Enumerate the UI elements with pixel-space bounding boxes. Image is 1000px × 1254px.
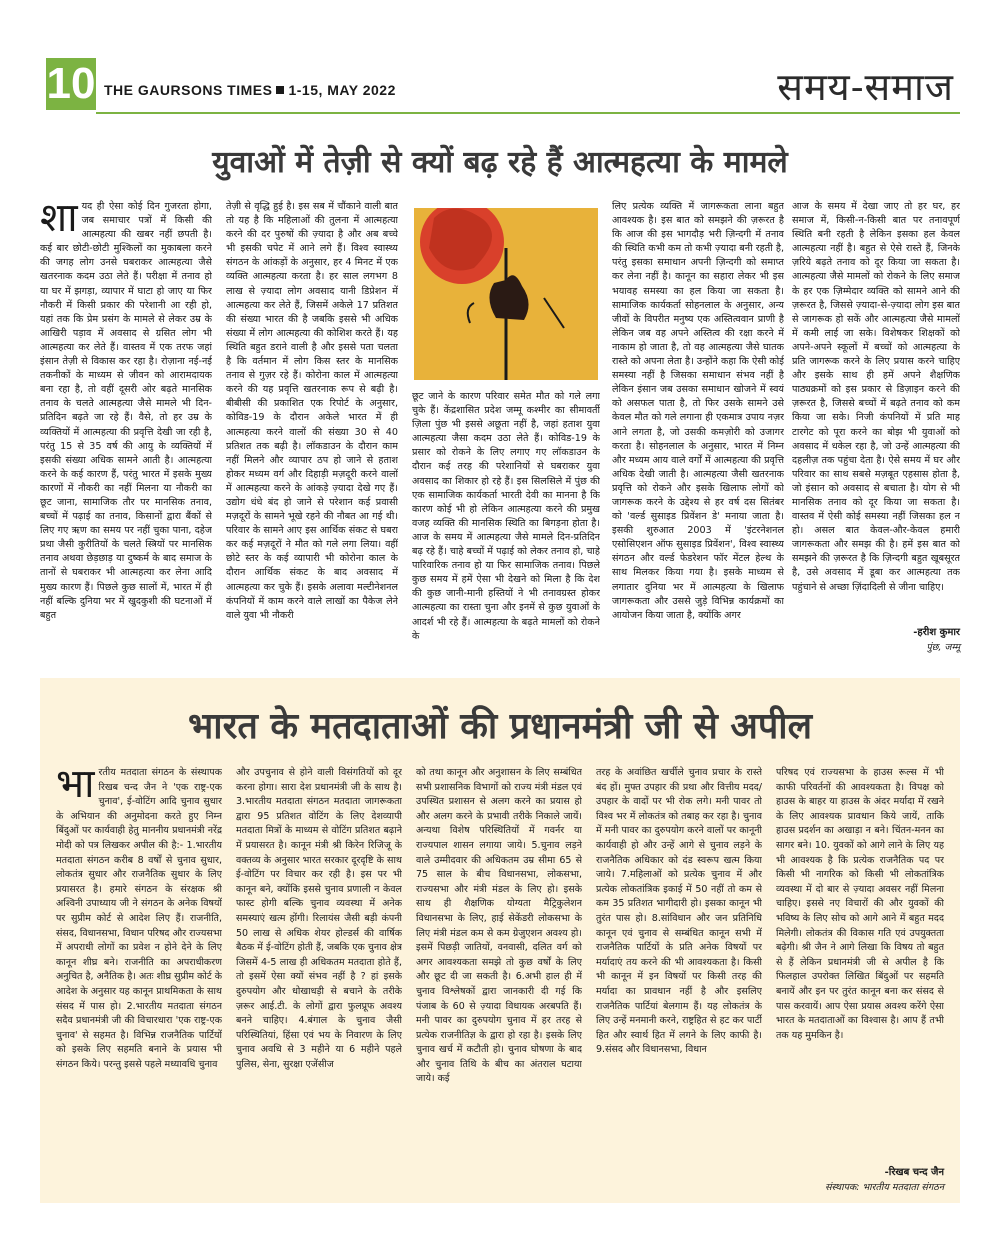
author-location: पुंछ, जम्मू (926, 642, 960, 653)
section-title: समय-समाज (777, 65, 954, 109)
article-body-text: छूट जाने के कारण परिवार समेत मौत को गले लगा चुके हैं। केंद्रशासित प्रदेश जम्मू कश्मीर का सीमावर्ती ज़िला पुंछ भी इससे अछूता नहीं है, जहां हताश युवा आत्महत्या जैसा कदम उठा लेते हैं। कोविड-19 के प्रसार को रोकने के लिए लगाए गए लॉकडाउन के दौरान कई तरह की परेशानियों से घबराकर युवा अवसाद का शिकार हो रहे हैं। इस सिलसिले में पुंछ की एक सामाजिक कार्यकर्ता भारती देवी का मानना है कि कारण कोई भी हो लेकिन आत्महत्या करने की प्रमुख वजह व्यक्ति की मानसिक स्थिति का बिगड़ना होता है। आज के समय में आत्महत्या जैसे मामले दिन-प्रतिदिन बढ़ रहे हैं। चाहे बच्चों में पढ़ाई को लेकर तनाव हो, चाहे पारिवारिक तनाव हो या फिर सामाजिक तनाव। पिछले कुछ समय में हमें ऐसा भी देखने को मिला है कि देश की कुछ जानी-मानी हस्तियों ने भी तनावग्रस्त होकर आत्महत्या का रास्ता चुना और इनमें से कुछ युवाओं के आदर्श भी रहे हैं। आत्महत्या के बढ़ते मामलों को रोकने के (412, 391, 600, 642)
article-body-text: यद ही ऐसा कोई दिन गुजरता होगा, जब समाचार पत्रों में किसी की आत्महत्या की खबर नहीं छपती है। कई बार छोटी-छोटी मुश्किलों का मुकाबला करने की जगह लोग उनसे घबराकर आत्महत्या जैसे खतरनाक कदम उठा लेते हैं। परीक्षा में तनाव हो या घर में झगड़ा, व्यापार में घाटा हो जाए या फिर नौकरी में किसी प्रकार की परेशानी आ रही हो, यहां तक कि प्रेम प्रसंग के मामले से लेकर उम्र के आखिरी पड़ाव में अवसाद से ग्रसित लोग भी आत्महत्या कर लेते हैं। वास्तव में एक तरफ जहां इंसान तेज़ी से विकास कर रहा है। रोज़ाना नई-नई तकनीकों के माध्यम से जीवन को आरामदायक बना रहा है, तो वहीं दूसरी ओर बढ़ते मानसिक तनाव के चलते आत्महत्या जैसे मामले भी दिन-प्रतिदिन बढ़ते जा रहे हैं। वैसे, तो हर उम्र के व्यक्तियों में आत्महत्या की प्रवृत्ति देखी जा रही है, परंतु 15 से 35 वर्ष की आयु के व्यक्तियों में इसकी संख्या अधिक सामने आती है। आत्महत्या करने के कई कारण हैं, परंतु भारत में इसके मुख्य कारणों में नौकरी का नहीं मिलना या नौकरी का छूट जाना, सामाजिक तौर पर मानसिक तनाव, बच्चों में पढ़ाई का तनाव, किसानों द्वारा बैंकों से लिए गए ऋण का समय पर नहीं चुका पाना, दहेज प्रथा जैसी कुरीतियों के चलते स्त्रियों पर मानसिक तनाव अथवा छेड़छाड़ या दुष्कर्म के बाद समाज के तानों से घबराकर भी आत्महत्या कर लेना आदि मुख्य कारण हैं। पिछले कुछ सालों में, भारत में ही नहीं बल्कि दुनिया भर में खुदकुशी की घटनाओं में बहुत (40, 201, 212, 621)
appeal-body-text: परिषद एवं राज्यसभा के हाउस रूल्स में भी काफी परिवर्तनों की आवश्यकता है। विपक्ष को हाउस के बाहर या हाउस के अंदर मर्यादा में रखने के लिए आवश्यक प्रावधान किये जायें, ताकि हाउस प्रदर्शन का अखाड़ा न बने। चिंतन-मनन का सागर बने। 10. युवकों को आगे लाने के लिए यह भी आवश्यक है कि प्रत्येक राजनैतिक पद पर किसी भी नागरिक को किसी भी लोकतांत्रिक व्यवस्था में दो बार से ज़्यादा अवसर नहीं मिलना चाहिए। इससे नए विचारों की और युवकों की भविष्य के लिए सोच को आगे आने में बहुत मदद मिलेगी। लोकतंत्र की विकास गति एवं उपयुक्तता बढ़ेगी। श्री जैन ने आगे लिखा कि विषय तो बहुत से हैं लेकिन प्रधानमंत्री जी से अपील है कि फिलहाल उपरोक्त लिखित बिंदुओं पर सहमति बनायें और इन पर तुरंत कानून बना कर संसद से पास करवायें। आप ऐसा प्रयास अवश्य करेंगे ऐसा भारत के मतदाताओं का विश्वास है। आप हैं तभी तक यह मुमकिन है। (776, 767, 944, 1041)
appeal-body-text: तरह के अवांछित खर्चीले चुनाव प्रचार के रास्ते बंद हों। मुफ्त उपहार की प्रथा और वित्तीय मदद/उपहार के वादों पर भी रोक लगे। मनी पावर तो विश्व भर में लोकतंत्र को तबाह कर रहा है। चुनाव में मनी पावर का दुरुपयोग करने वालों पर कानूनी कार्यवाही हो और उन्हें आगे से चुनाव लड़ने के राजनैतिक अधिकार को दंड स्वरूप खत्म किया जाये। 7.महिलाओं को प्रत्येक चुनाव में और प्रत्येक लोकतांत्रिक इकाई में 50 नहीं तो कम से कम 35 प्रतिशत भागीदारी हो। इसका कानून भी तुरंत पास हो। 8.सांविधान और जन प्रतिनिधि कानून एवं चुनाव से सम्बंधित कानून सभी में राजनैतिक पार्टियों के प्रति अनेक विषयों पर मर्यादाएं तय करने की भी आवश्यकता है। किसी भी कानून में इन विषयों पर किसी तरह की मर्यादा का प्रावधान नहीं है और इसलिए राजनैतिक पार्टियां बेलगाम हैं। यह लोकतंत्र के लिए उन्हें मनमानी करने, राष्ट्रहित से हट कर पार्टी हित और स्वार्थ हित में लगने के लिए काफी है। 9.संसद और विधानसभा, विधान (596, 767, 762, 1056)
appeal-column-2 (236, 766, 402, 1194)
article-column-5 (792, 200, 960, 620)
appeal-headline: भारत के मतदाताओं की प्रधानमंत्री जी से अपील (187, 706, 813, 747)
hand-with-flame-illustration (414, 208, 598, 380)
appeal-column-5 (776, 766, 944, 1162)
appeal-box (40, 678, 960, 1203)
article-body-text: आज के समय में देखा जाए तो हर घर, हर समाज में, किसी-न-किसी बात पर तनावपूर्ण स्थिति बनी रहती है लेकिन इसका हल केवल आत्महत्या नहीं है। बहुत से ऐसे रास्ते हैं, जिनके ज़रिये बढ़ते तनाव को दूर किया जा सकता है। आत्महत्या जैसे मामलों को रोकने के लिए समाज के हर एक ज़िम्मेदार व्यक्ति को सामने आने की ज़रूरत है, जिससे ज़्यादा-से-ज़्यादा लोग इस बात से जागरूक हो सकें और आत्महत्या जैसे मामलों में कमी लाई जा सके। विशेषकर शिक्षकों को अपने-अपने स्कूलों में बच्चों को आत्महत्या के प्रति जागरूक करने के लिए प्रयास करने चाहिए और इसके साथ ही हमें अपने शैक्षणिक पाठ्यक्रमों को इस प्रकार से डिज़ाइन करने की ज़रूरत है, जिससे बच्चों में बढ़ते तनाव को कम किया जा सके। निजी कंपनियों में प्रति माह टारगेट को पूरा करने का बोझ भी युवाओं को अवसाद में धकेल रहा है, जो उन्हें आत्महत्या की दहलीज़ तक पहुंचा देता है। ऐसे समय में घर और परिवार का साथ सबसे मज़बूत एहसास होता है, जो इंसान को अवसाद से बचाता है। योग से भी मानसिक तनाव को दूर किया जा सकता है। वास्तव में ऐसी कोई समस्या नहीं जिसका हल न हो। असल बात केवल-और-केवल हमारी जागरूकता और समझ की है। हमें इस बात को समझने की ज़रूरत है कि ज़िन्दगी बहुत खूबसूरत है, उसे अवसाद में डूबा कर आत्महत्या तक पहुंचाने से अच्छा ज़िंदादिली से जीना चाहिए। (792, 201, 960, 593)
article-suicide (40, 200, 960, 670)
appeal-body-text: को तथा कानून और अनुशासन के लिए सम्बंधित सभी प्रशासनिक विभागों को राज्य मंत्री मंडल एवं उपस्थित प्रशासन से अलग करने का प्रयास हो और अलग करने के प्रभावी तरीके निकाले जायें। अन्यथा विशेष परिस्थितियों में गवर्नर या राज्यपाल शासन लगाया जाये। 5.चुनाव लड़ने वाले उम्मीदवार की अधिकतम उम्र सीमा 65 से 75 साल के बीच विधानसभा, लोकसभा, राज्यसभा और मंत्री मंडल के लिए हो। इसके साथ ही शैक्षणिक योग्यता मैट्रिकुलेशन विधानसभा के लिए, हाई सेकेंडरी लोकसभा के लिए मंत्री मंडल कम से कम ग्रेजुएशन अवश्य हो। इसमें पिछड़ी जातियों, वनवासी, दलित वर्ग को अगर आवश्यकता समझे तो कुछ वर्षों के लिए और छूट दी जा सकती है। 6.अभी हाल ही में चुनाव विश्लेषकों द्वारा जानकारी दी गई कि पंजाब के 60 से ज़्यादा विधायक अरबपति हैं। मनी पावर का दुरुपयोग चुनाव में हर तरह से प्रत्येक राजनीतिज्ञ के द्वारा हो रहा है। इसके लिए चुनाव खर्च में कटौती हो। चुनाव घोषणा के बाद और चुनाव तिथि के बीच का अंतराल घटाया जाये। कई (416, 767, 582, 1085)
newspaper-name: THE GAURSONS TIMES (104, 82, 273, 98)
article-body-text: तेज़ी से वृद्धि हुई है। इस सब में चौंकाने वाली बात तो यह है कि महिलाओं की तुलना में आत्महत्या करने की दर पुरुषों की ज़्यादा है और अब बच्चे भी इसकी चपेट में आने लगे हैं। विश्व स्वास्थ्य संगठन के आंकड़ों के अनुसार, हर 4 मिनट में एक व्यक्ति आत्महत्या करता है। हर साल लगभग 8 लाख से ज़्यादा लोग अवसाद यानी डिप्रेशन में आत्महत्या कर लेते हैं, जिसमें अकेले 17 प्रतिशत की संख्या भारत की है जबकि इससे भी अधिक संख्या में लोग आत्महत्या की कोशिश करते हैं। यह स्थिति बहुत डराने वाली है और इससे पता चलता है कि वर्तमान में लोग किस स्तर के मानसिक तनाव से गुज़र रहे हैं। कोरोना काल में आत्महत्या करने की यह प्रवृत्ति खतरनाक रूप से बढ़ी है। बीबीसी की प्रकाशित एक रिपोर्ट के अनुसार, कोविड-19 के दौरान अकेले भारत में ही आत्महत्या करने वालों की संख्या 30 से 40 प्रतिशत तक बढ़ी है। लॉकडाउन के दौरान काम नहीं मिलने और व्यापार ठप हो जाने से हताश होकर मध्यम वर्ग और दिहाड़ी मज़दूरी करने वालों में आत्महत्या करने के आंकड़े ज़्यादा देखे गए हैं। उद्योग धंधे बंद हो जाने से परेशान कई प्रवासी मज़दूरों के सामने भूखे रहने की नौबत आ गई थी। परिवार के सामने आए इस आर्थिक संकट से घबरा कर कई मज़दूरों ने मौत को गले लगा लिया। वहीं छोटे स्तर के कई व्यापारी भी कोरोना काल के दौरान आर्थिक संकट के बाद अवसाद में आत्महत्या कर चुके हैं। इसके अलावा मल्टीनेशनल कंपनियों में काम करने वाले लाखों का पैकेज लेने वाले युवा भी नौकरी (226, 201, 398, 621)
article-body-text: लिए प्रत्येक व्यक्ति में जागरूकता लाना बहुत आवश्यक है। इस बात को समझने की ज़रूरत है कि आज की इस भागदौड़ भरी ज़िन्दगी में तनाव की स्थिति कभी कम तो कभी ज़्यादा बनी रहती है, परंतु इसका समाधान अपनी ज़िन्दगी को समाप्त कर लेना नहीं है। कानून का सहारा लेकर भी इस भयावह समस्या का हल किया जा सकता है। सामाजिक कार्यकर्ता सोहनलाल के अनुसार, अन्य जीवों के विपरीत मनुष्य एक अस्तित्ववान प्राणी है लेकिन जब वह अपने अस्तित्व की रक्षा करने में नाकाम हो जाता है, तो वह आत्महत्या जैसे घातक रास्ते को अपना लेता है। उन्होंने कहा कि ऐसी कोई समस्या नहीं है जिसका समाधान संभव नहीं है लेकिन इंसान जब उसका समाधान खोजने में स्वयं को असफल पाता है, तो फिर उसके सामने उसे केवल मौत को गले लगाना ही एकमात्र उपाय नज़र आने लगता है, जो उसकी कमज़ोरी को उजागर करता है। सोहनलाल के अनुसार, भारत में निम्न और मध्यम आय वाले वर्गों में आत्महत्या की प्रवृत्ति अधिक देखी जाती है। आत्महत्या जैसी खतरनाक प्रवृत्ति को रोकने और इसके खिलाफ लोगों को जागरूक करने के उद्देश्य से हर वर्ष दस सितंबर को 'वर्ल्ड सुसाइड प्रिवेंशन डे' मनाया जाता है। इसकी शुरुआत 2003 में 'इंटरनेशनल एसोसिएशन ऑफ सुसाइड प्रिवेंशन', विश्व स्वास्थ्य संगठन और वर्ल्ड फेडरेशन फॉर मेंटल हेल्थ के साथ मिलकर किया गया है। इसके माध्यम से लगातार दुनिया भर में आत्महत्या के खिलाफ जागरूकता और उससे जुड़े विभिन्न कार्यक्रमों का आयोजन किया जाता है, क्योंकि अगर (612, 201, 784, 621)
article-column-3 (412, 390, 600, 662)
separator-square-icon (276, 86, 284, 94)
article-column-2 (226, 200, 398, 662)
appeal-author: -रिखब चन्द जैन (884, 1167, 944, 1178)
article-column-4 (612, 200, 784, 662)
page-header (40, 52, 960, 122)
illustration-icon (414, 208, 598, 380)
issue-date: 1-15, MAY 2022 (288, 82, 396, 98)
masthead (104, 82, 396, 98)
page-number: 10 (46, 59, 96, 108)
article-headline: युवाओं में तेज़ी से क्यों बढ़ रहे हैं आत्महत्या के मामले (212, 145, 788, 180)
appeal-body-text: और उपचुनाव से होने वाली विसंगतियों को दूर करना होगा। सारा देश प्रधानमंत्री जी के साथ है। 3.भारतीय मतदाता संगठन मतदाता जागरूकता द्वारा 95 प्रतिशत वोटिंग के लिए देशव्यापी मतदाता मित्रों के माध्यम से वोटिंग प्रतिशत बढ़ाने में प्रयासरत है। कानून मंत्री श्री किरेन रिजिजू के वक्तव्य के अनुसार भारत सरकार दूरदृष्टि के साथ ई-वोटिंग पर विचार कर रही है। इस पर भी कानून बने, क्योंकि इससे चुनाव प्रणाली न केवल फास्ट होगी बल्कि चुनाव व्यवस्था में अनेक समस्याएं खत्म होंगी। रिलायंस जैसी बड़ी कंपनी 50 लाख से अधिक शेयर होल्डर्स की वार्षिक बैठक में ई-वोटिंग होती हैं, जबकि एक चुनाव क्षेत्र जिसमें 4-5 लाख ही अधिकतम मतदाता होते हैं, तो इसमें ऐसा क्यों संभव नहीं है ? हां इसके दुरुपयोग और धोखाधड़ी से बचाने के तरीके ज़रूर आई.टी. के लोगों द्वारा फुलप्रूफ अवश्य बनने चाहिए। 4.बंगाल के चुनाव जैसी परिस्थितियां, हिंसा एवं भय के निवारण के लिए चुनाव अवधि से 3 महीने या 6 महीने पहले पुलिस, सेना, सुरक्षा एजेंसीज (236, 767, 402, 1070)
dropcap: शा (40, 200, 78, 241)
header-divider (96, 112, 960, 114)
appeal-body-text: रतीय मतदाता संगठन के संस्थापक रिखब चन्द जैन ने 'एक राष्ट्र-एक चुनाव', ई-वोटिंग आदि चुनाव सुधार के अभियान की अनुमोदना करते हुए निम्न बिंदुओं पर कार्यवाही हेतु माननीय प्रधानमंत्री नरेंद्र मोदी को पत्र लिखकर अपील की है:- 1.भारतीय मतदाता संगठन करीब 8 वर्षों से चुनाव सुधार, लोकतंत्र सुधार और राजनैतिक सुधार के लिए प्रयासरत है। हमारे संगठन के संरक्षक श्री अश्विनी उपाध्याय जी ने संगठन के अनेक विषयों पर सुप्रीम कोर्ट से आदेश लिए हैं। राजनीति, संसद, विधानसभा, विधान परिषद और राज्यसभा में अपराधी लोगों का प्रवेश न होने देने के लिए कानून शीघ्र बने। राजनीति का अपराधीकरण अनुचित है, अनैतिक है। अतः शीघ्र सुप्रीम कोर्ट के आदेश के अनुसार यह कानून प्राथमिकता के साथ संसद में पास हो। 2.भारतीय मतदाता संगठन सदैव प्रधानमंत्री जी की विचारधारा 'एक राष्ट्र-एक चुनाव' से सहमत है। विभिन्न राजनैतिक पार्टियों को इसके लिए सहमति बनाने के प्रयास भी संगठन किये। परन्तु इससे पहले मध्यावधि चुनाव (56, 767, 222, 1070)
appeal-column-4 (596, 766, 762, 1194)
appeal-author-designation: संस्थापक: भारतीय मतदाता संगठन (825, 1182, 944, 1193)
appeal-column-3 (416, 766, 582, 1194)
appeal-column-1 (56, 766, 222, 1194)
article-column-1 (40, 200, 212, 662)
author-name: -हरीश कुमार (913, 627, 960, 638)
dropcap: भा (56, 766, 95, 807)
